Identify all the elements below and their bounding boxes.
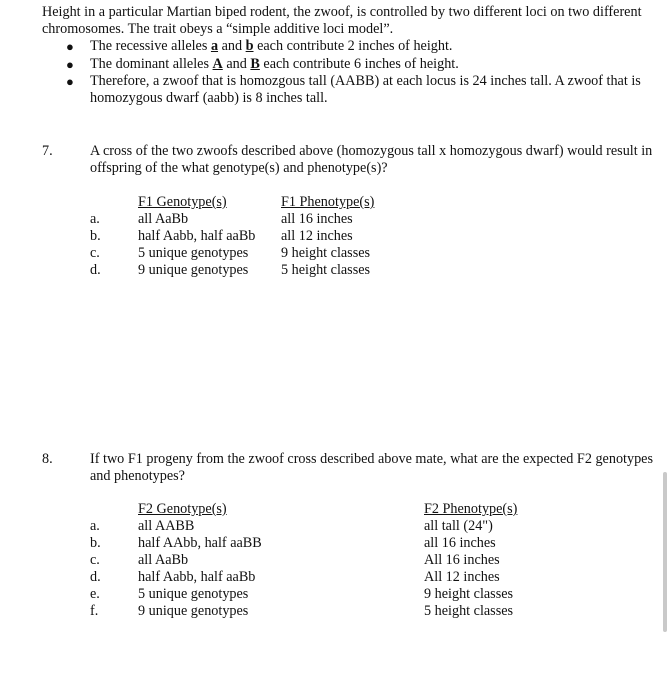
bullet-dominant xyxy=(90,56,459,73)
allele-b: b xyxy=(245,38,254,54)
q7-option-genotype: 5 unique genotypes xyxy=(138,245,249,261)
intro-line-1: Height in a particular Martian biped rodent, the zwoof, is controlled by two different loci on two different xyxy=(42,4,642,20)
q7-option-letter: d. xyxy=(90,262,101,278)
q8-line-1: If two F1 progeny from the zwoof cross described above mate, what are the expected F2 genotypes xyxy=(90,451,653,467)
q8-option-genotype: all AABB xyxy=(138,518,195,534)
bullet-text: The recessive alleles xyxy=(90,38,211,54)
bullet-icon: ● xyxy=(66,39,74,54)
q8-option-genotype: half Aabb, half aaBb xyxy=(138,569,256,585)
q7-line-2: offspring of the what genotype(s) and phenotype(s)? xyxy=(90,160,388,176)
q7-genotype-header: F1 Genotype(s) xyxy=(138,194,227,210)
q8-phenotype-header: F2 Phenotype(s) xyxy=(424,501,518,517)
bullet-therefore-line-2: homozygous dwarf (aabb) is 8 inches tall. xyxy=(90,90,328,106)
q8-option-phenotype: 9 height classes xyxy=(424,586,514,602)
q8-option-phenotype: 5 height classes xyxy=(424,603,514,619)
bullet-therefore-line-1: Therefore, a zwoof that is homozgous tall (AABB) at each locus is 24 inches tall. A zwoof that is xyxy=(90,73,641,89)
q8-option-genotype: 9 unique genotypes xyxy=(138,603,249,619)
q7-option-letter: a. xyxy=(90,211,100,227)
intro-line-2: chromosomes. The trait obeys a “simple additive loci model”. xyxy=(42,21,394,37)
q8-option-letter: b. xyxy=(90,535,101,551)
bullet-text: each contribute 6 inches of height. xyxy=(259,56,459,72)
q8-option-genotype: 5 unique genotypes xyxy=(138,586,249,602)
q8-option-letter: c. xyxy=(90,552,100,568)
q8-option-letter: e. xyxy=(90,586,100,602)
q8-option-genotype: all AaBb xyxy=(138,552,189,568)
bullet-recessive xyxy=(90,38,452,55)
q8-genotype-header: F2 Genotype(s) xyxy=(138,501,227,517)
bullet-text: each contribute 2 inches of height. xyxy=(253,38,453,54)
allele-a: a xyxy=(210,38,219,54)
q8-line-2: and phenotypes? xyxy=(90,468,185,484)
q7-option-letter: b. xyxy=(90,228,101,244)
q7-option-phenotype: all 16 inches xyxy=(281,211,353,227)
q8-option-phenotype: All 12 inches xyxy=(424,569,500,585)
q7-number: 7. xyxy=(42,143,53,159)
q7-option-genotype: half Aabb, half aaBb xyxy=(138,228,256,244)
allele-B: B xyxy=(250,56,260,72)
q7-option-phenotype: 9 height classes xyxy=(281,245,371,261)
bullet-text: and xyxy=(218,38,246,54)
q7-option-phenotype: 5 height classes xyxy=(281,262,371,278)
q7-option-letter: c. xyxy=(90,245,100,261)
q8-option-phenotype: All 16 inches xyxy=(424,552,500,568)
q8-number: 8. xyxy=(42,451,53,467)
q8-option-letter: d. xyxy=(90,569,101,585)
q7-option-genotype: all AaBb xyxy=(138,211,189,227)
allele-A: A xyxy=(212,56,223,72)
q8-option-phenotype: all tall (24") xyxy=(424,518,493,534)
q8-option-letter: a. xyxy=(90,518,100,534)
q7-option-phenotype: all 12 inches xyxy=(281,228,353,244)
q7-line-1: A cross of the two zwoofs described above (homozygous tall x homozygous dwarf) would result in xyxy=(90,143,653,159)
q7-option-genotype: 9 unique genotypes xyxy=(138,262,249,278)
bullet-text: The dominant alleles xyxy=(90,56,213,72)
q8-option-phenotype: all 16 inches xyxy=(424,535,496,551)
bullet-icon: ● xyxy=(66,74,74,89)
q7-phenotype-header: F1 Phenotype(s) xyxy=(281,194,375,210)
bullet-text: and xyxy=(222,56,251,72)
q8-option-letter: f. xyxy=(90,603,99,619)
bullet-icon: ● xyxy=(66,57,74,72)
q8-option-genotype: half AAbb, half aaBB xyxy=(138,535,262,551)
scrollbar-thumb[interactable] xyxy=(663,472,667,632)
